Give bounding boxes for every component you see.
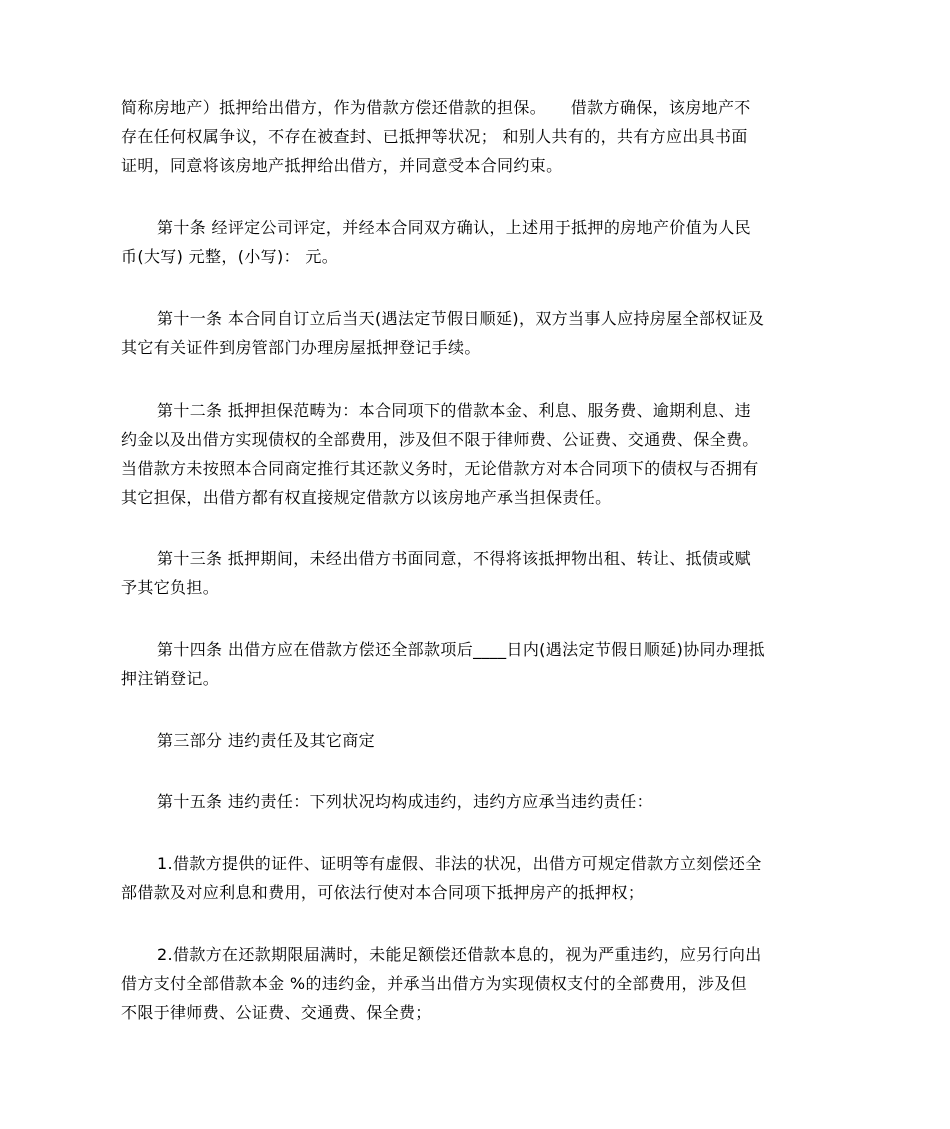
text-line: 币(大写) 元整，(小写)： 元。 <box>121 247 339 266</box>
text-line: 证明，同意将该房地产抵押给出借方，并同意受本合同约束。 <box>121 156 563 175</box>
text-line: 当借款方未按照本合同商定推行其还款义务时，无论借款方对本合同项下的债权与否拥有 <box>121 459 759 478</box>
text-line: 简称房地产）抵押给出借方，作为借款方偿还借款的担保。 借款方确保，该房地产不 <box>121 98 751 117</box>
paragraph-article-13 <box>121 544 833 602</box>
text-line: 押注销登记。 <box>121 669 220 688</box>
text-line: 予其它负担。 <box>121 578 220 597</box>
text-line: 第三部分 违约责任及其它商定 <box>157 731 375 750</box>
text-line: 第十二条 抵押担保范畴为：本合同项下的借款本金、利息、服务费、逾期利息、违 <box>157 401 752 420</box>
text-line: 第十四条 出借方应在借款方偿还全部款项后____日内(遇法定节假日顺延)协同办理抵 <box>157 640 765 659</box>
paragraph-article-11 <box>121 304 833 362</box>
paragraph-article-15 <box>121 787 833 816</box>
text-line: 约金以及出借方实现债权的全部费用，涉及但不限于律师费、公证费、交通费、保全费。 <box>121 430 759 449</box>
text-line: 其它有关证件到房管部门办理房屋抵押登记手续。 <box>121 338 481 357</box>
paragraph-clause-2 <box>121 940 833 1027</box>
text-line: 2.借款方在还款期限届满时，未能足额偿还借款本息的，视为严重违约，应另行向出 <box>157 945 762 964</box>
text-line: 借方支付全部借款本金 %的违约金，并承当出借方为实现债权支付的全部费用，涉及但 <box>121 974 747 993</box>
paragraph-article-10 <box>121 213 833 271</box>
text-line: 1.借款方提供的证件、证明等有虚假、非法的状况，出借方可规定借款方立刻偿还全 <box>157 854 762 873</box>
text-line: 存在任何权属争议，不存在被查封、已抵押等状况； 和别人共有的，共有方应出具书面 <box>121 127 748 146</box>
text-line: 第十条 经评定公司评定，并经本合同双方确认，上述用于抵押的房地产价值为人民 <box>157 218 752 237</box>
text-line: 第十五条 违约责任：下列状况均构成违约，违约方应承当违约责任： <box>157 792 653 811</box>
paragraph-article-14 <box>121 635 833 693</box>
text-line: 第十一条 本合同自订立后当天(遇法定节假日顺延)，双方当事人应持房屋全部权证及 <box>157 309 765 328</box>
text-line: 第十三条 抵押期间，未经出借方书面同意，不得将该抵押物出租、转让、抵债或赋 <box>157 549 752 568</box>
paragraph-collateral-pledge <box>121 93 833 180</box>
paragraph-clause-1 <box>121 849 833 907</box>
paragraph-article-12 <box>121 396 833 512</box>
text-line: 不限于律师费、公证费、交通费、保全费； <box>121 1003 432 1022</box>
text-line: 部借款及对应利息和费用，可依法行使对本合同项下抵押房产的抵押权； <box>121 883 645 902</box>
text-line: 其它担保，出借方都有权直接规定借款方以该房地产承当担保责任。 <box>121 488 612 507</box>
section-heading-part-3 <box>121 726 833 755</box>
